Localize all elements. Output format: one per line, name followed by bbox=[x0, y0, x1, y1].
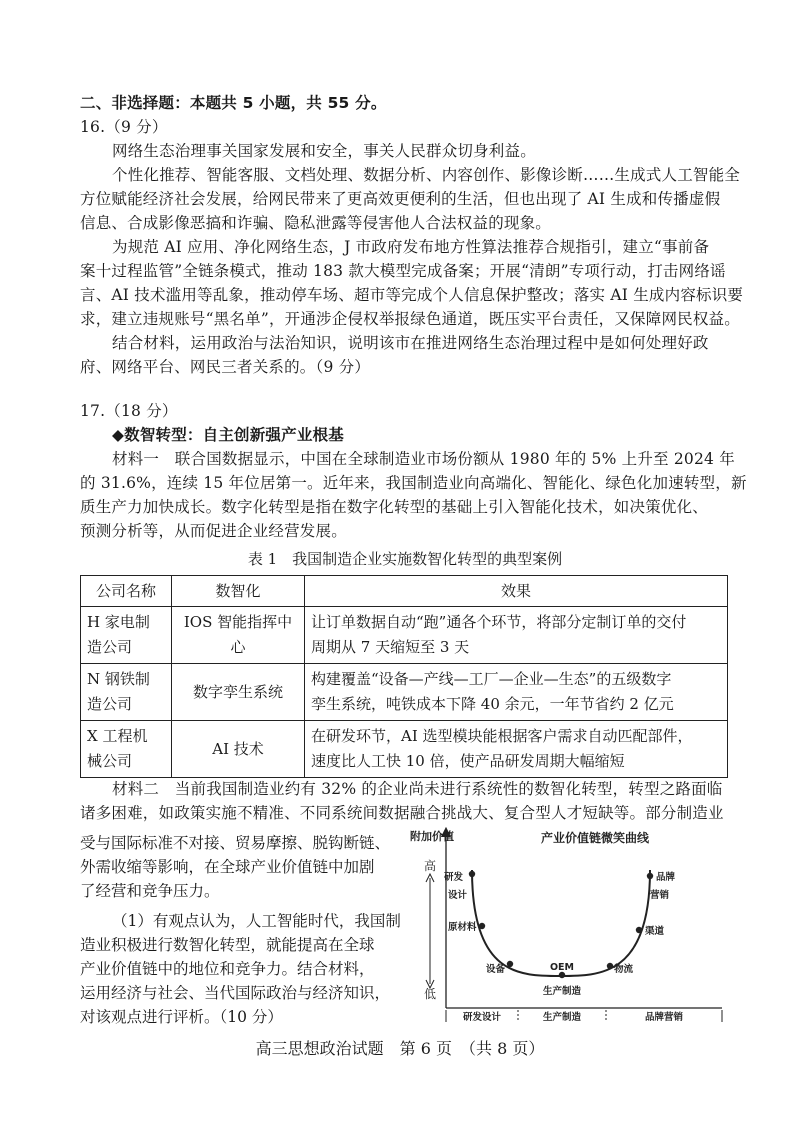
label-channel: 渠道 bbox=[645, 926, 665, 937]
label-brand: 品牌 bbox=[656, 872, 676, 883]
table-row bbox=[81, 721, 728, 778]
company-text: H 家电制 bbox=[87, 613, 150, 631]
material1-line: 预测分析等，从而促进企业经营发展。 bbox=[80, 522, 347, 540]
company-cell bbox=[81, 607, 172, 664]
tech-cell: AI 技术 bbox=[172, 721, 305, 778]
q16-line: 网络生态治理事关国家发展和安全，事关人民群众切身利益。 bbox=[112, 142, 536, 160]
point-research bbox=[469, 871, 475, 877]
q16-line: 结合材料，运用政治与法治知识，说明该市在推进网络生态治理过程中是如何处理好政 bbox=[112, 334, 709, 352]
q17-number: 17.（18 分） bbox=[80, 402, 178, 420]
table-row bbox=[81, 664, 728, 721]
effect-text: 速度比人工快 10 倍，使产品研发周期大幅缩短 bbox=[311, 752, 625, 770]
company-text: N 钢铁制 bbox=[87, 670, 150, 688]
smile-curve bbox=[472, 870, 650, 976]
effect-cell bbox=[305, 607, 728, 664]
q16-line: 言、AI 技术滥用等乱象，推动停车场、超市等完成个人信息保护整改；落实 AI 生成内容标识要 bbox=[80, 286, 744, 304]
point-logistics bbox=[607, 963, 613, 969]
chart-title: 产业价值链微笑曲线 bbox=[540, 831, 650, 845]
sub-question-line: 运用经济与社会、当代国际政治与经济知识， bbox=[80, 984, 391, 1002]
material2-line: 外需收缩等影响，在全球产业价值链中加剧 bbox=[80, 858, 375, 876]
material2-line: 材料二 当前我国制造业约有 32% 的企业尚未进行系统性的数智化转型，转型之路面临 bbox=[112, 780, 723, 798]
q16-line: 方位赋能经济社会发展，给网民带来了更高效更便利的生活，但也出现了 AI 生成和传播虚假 bbox=[80, 190, 721, 208]
company-cell bbox=[81, 664, 172, 721]
header-tech: 数智化 bbox=[172, 576, 305, 607]
effect-text: 在研发环节，AI 选型模块能根据客户需求自动匹配部件， bbox=[311, 727, 693, 745]
sub-question-line: 产业价值链中的地位和竞争力。结合材料， bbox=[80, 960, 375, 978]
material2-line: 了经营和竞争压力。 bbox=[80, 882, 220, 900]
y-low-label: 低 bbox=[424, 987, 437, 1001]
q16-line: 为规范 AI 应用、净化网络生态，J 市政府发布地方性算法推荐合规指引，建立“事前备 bbox=[112, 238, 710, 256]
point-equipment bbox=[507, 961, 513, 967]
material1-line: 质生产力加快成长。数字化转型是指在数字化转型的基础上引入智能化技术，如决策优化、 bbox=[80, 498, 709, 516]
q16-number: 16.（9 分） bbox=[80, 118, 168, 136]
label-logistics: 物流 bbox=[614, 964, 634, 975]
effect-text: 孪生系统，吨铁成本下降 40 余元，一年节省约 2 亿元 bbox=[311, 695, 674, 713]
effect-text: 让订单数据自动“跑”通各个环节，将部分定制订单的交付 bbox=[311, 613, 687, 631]
material1-line: 的 31.6%，连续 15 年位居第一。近年来，我国制造业向高端化、智能化、绿色化加速转型，新 bbox=[80, 474, 747, 492]
company-text: 造公司 bbox=[87, 695, 133, 713]
effect-cell bbox=[305, 721, 728, 778]
q16-line: 求，建立违规账号“黑名单”，开通涉企侵权举报绿色通道，既压实平台责任，又保障网民权益。 bbox=[80, 310, 740, 328]
sub-question-line: 造业积极进行数智化转型，就能提高在全球 bbox=[80, 936, 375, 954]
point-material bbox=[479, 923, 485, 929]
company-text: 械公司 bbox=[87, 752, 133, 770]
label-design: 设计 bbox=[448, 890, 468, 901]
label-marketing: 营销 bbox=[650, 890, 670, 901]
tech-cell: IOS 智能指挥中心 bbox=[172, 607, 305, 664]
stage-research-design: 研发设计 bbox=[462, 1012, 502, 1023]
stage-brand-marketing: 品牌营销 bbox=[644, 1012, 684, 1023]
table-header-row bbox=[81, 576, 728, 607]
section-heading: 二、非选择题：本题共 5 小题，共 55 分。 bbox=[80, 94, 387, 112]
smile-curve-diagram bbox=[410, 826, 730, 1026]
label-manufacturing: 生产制造 bbox=[542, 986, 582, 997]
material1-line: 材料一 联合国数据显示，中国在全球制造业市场份额从 1980 年的 5% 上升至 2024 年 bbox=[112, 450, 735, 468]
effect-text: 周期从 7 天缩短至 3 天 bbox=[311, 638, 470, 656]
q16-line: 府、网络平台、网民三者关系的。（9 分） bbox=[80, 358, 371, 376]
header-company: 公司名称 bbox=[81, 576, 172, 607]
y-axis-label: 附加价值 bbox=[410, 830, 454, 843]
header-effect: 效果 bbox=[305, 576, 728, 607]
table-caption: 表 1 我国制造企业实施数智化转型的典型案例 bbox=[247, 550, 563, 568]
stage-manufacturing: 生产制造 bbox=[542, 1012, 582, 1023]
label-material: 原材料 bbox=[448, 922, 477, 933]
material2-line: 受与国际标准不对接、贸易摩擦、脱钩断链、 bbox=[80, 834, 391, 852]
y-high-label: 高 bbox=[424, 859, 437, 873]
label-oem: OEM bbox=[549, 962, 575, 973]
company-text: X 工程机 bbox=[87, 727, 148, 745]
label-research: 研发 bbox=[444, 872, 464, 883]
point-brand bbox=[647, 873, 653, 879]
page-footer: 高三思想政治试题 第 6 页 （共 8 页） bbox=[255, 1039, 545, 1058]
tech-cell: 数字孪生系统 bbox=[172, 664, 305, 721]
company-text: 造公司 bbox=[87, 638, 133, 656]
q16-line: 信息、合成影像恶搞和诈骗、隐私泄露等侵害他人合法权益的现象。 bbox=[80, 214, 552, 232]
label-equipment: 设备 bbox=[486, 964, 506, 975]
sub-question-line: 对该观点进行评析。（10 分） bbox=[80, 1008, 283, 1026]
q17-subheading: ◆数智转型：自主创新强产业根基 bbox=[112, 426, 344, 444]
q16-line: 案十过程监管”全链条模式，推动 183 款大模型完成备案；开展“清朗”专项行动，打击网络谣 bbox=[80, 262, 726, 280]
company-cell bbox=[81, 721, 172, 778]
effect-cell bbox=[305, 664, 728, 721]
point-channel bbox=[636, 927, 642, 933]
table-row bbox=[81, 607, 728, 664]
effect-text: 构建覆盖“设备—产线—工厂—企业—生态”的五级数字 bbox=[311, 670, 672, 688]
cases-table bbox=[80, 575, 728, 778]
sub-question-line: （1）有观点认为，人工智能时代，我国制 bbox=[112, 912, 401, 930]
q16-line: 个性化推荐、智能客服、文档处理、数据分析、内容创作、影像诊断……生成式人工智能全 bbox=[112, 166, 741, 184]
material2-line: 诸多困难，如政策实施不精准、不同系统间数据融合挑战大、复合型人才短缺等。部分制造业 bbox=[80, 804, 724, 822]
